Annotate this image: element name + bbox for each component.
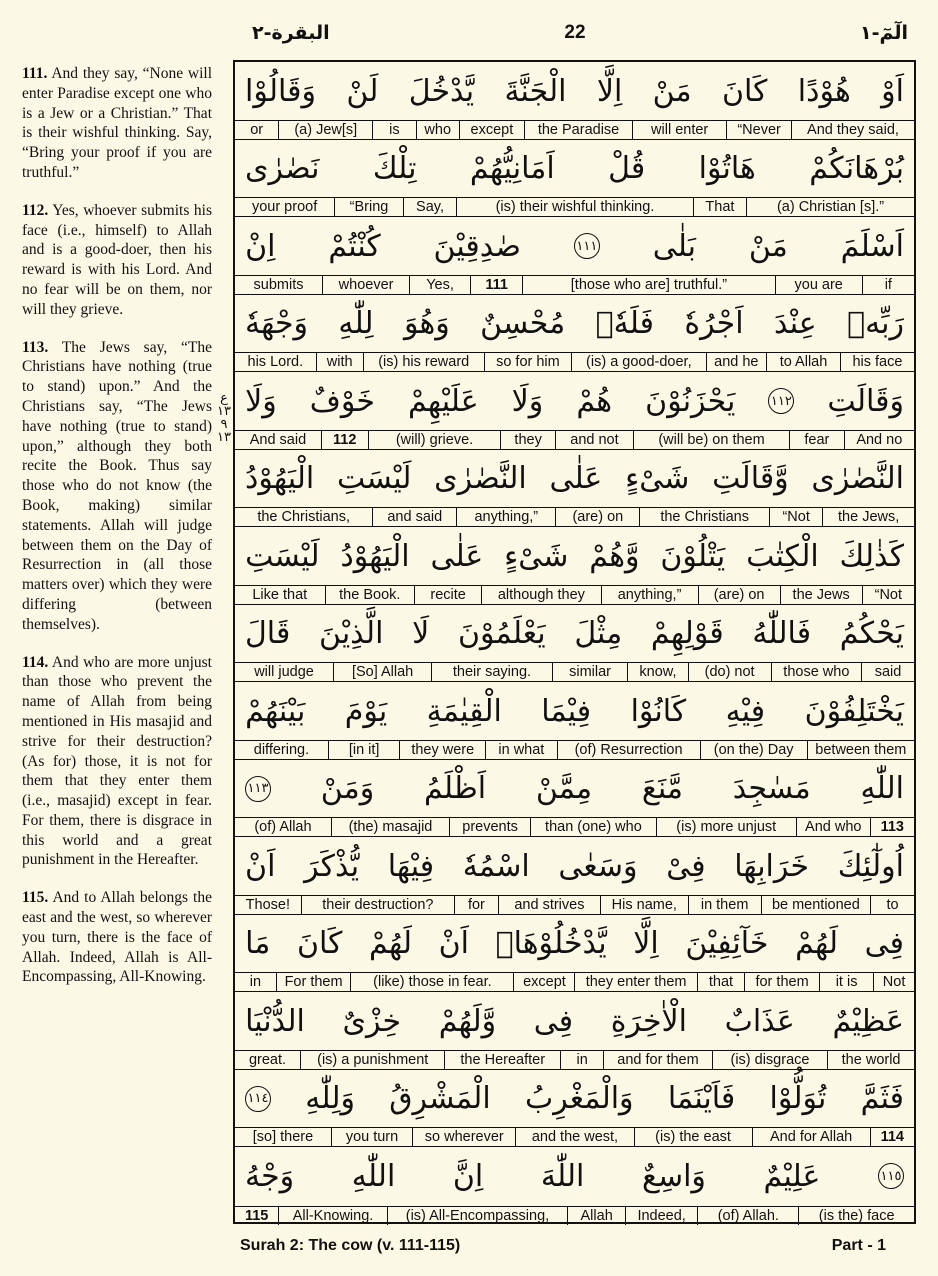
arabic-word: وَّهُمْ bbox=[589, 538, 640, 574]
verse-number: 113. bbox=[22, 338, 49, 356]
arabic-word: الْجَنَّةَ bbox=[504, 73, 567, 109]
english-gloss-cell: will judge bbox=[254, 664, 314, 680]
english-gloss-cell: (is) more unjust bbox=[656, 818, 796, 836]
arabic-word: اُولٰٓئِكَ bbox=[837, 848, 904, 884]
english-gloss-cell: than (one) who bbox=[530, 818, 655, 836]
english-gloss-line bbox=[235, 817, 914, 836]
english-gloss-line bbox=[235, 352, 914, 371]
english-gloss-cell: and for them bbox=[603, 1051, 711, 1069]
arabic-word: يَحْزَنُوْنَ bbox=[645, 383, 736, 419]
arabic-word: وَهُوَ bbox=[403, 306, 450, 341]
english-gloss-cell: [So] Allah bbox=[333, 663, 431, 681]
english-gloss-cell: you are bbox=[775, 276, 862, 294]
arabic-word: اللّٰهِ bbox=[351, 1158, 396, 1194]
arabic-word: وَّقَالَتِ bbox=[712, 461, 789, 496]
arabic-word: فَلَهٗۤ bbox=[595, 306, 654, 341]
english-gloss-cell: (are) on bbox=[698, 586, 780, 604]
english-gloss-cell: whoever bbox=[322, 276, 409, 294]
english-gloss-cell: so for him bbox=[484, 353, 571, 371]
english-gloss-cell: (is) the east bbox=[634, 1128, 752, 1146]
verse-row bbox=[235, 295, 914, 373]
english-gloss-cell: anything,” bbox=[456, 508, 555, 526]
surah-info-footer: Surah 2: The cow (v. 111-115) bbox=[240, 1237, 461, 1254]
arabic-word: مِثْلَ bbox=[574, 616, 623, 651]
ruku-mark-ain: ع bbox=[220, 391, 228, 406]
english-gloss-cell: your proof bbox=[251, 199, 318, 215]
english-gloss-cell: (like) those in fear. bbox=[350, 973, 513, 991]
verse-number-cell: 113 bbox=[870, 818, 914, 836]
english-gloss-cell: “Not bbox=[769, 508, 822, 526]
ruku-mark-number-1: ١٣ bbox=[217, 404, 231, 419]
arabic-word: وَلَا bbox=[245, 383, 277, 419]
english-gloss-cell: fear bbox=[789, 431, 844, 449]
verse-row bbox=[235, 915, 914, 993]
arabic-word: عَظِيْمٌ bbox=[832, 1003, 904, 1039]
arabic-word: اَوْ bbox=[881, 73, 904, 109]
english-gloss-cell: and strives bbox=[498, 896, 600, 914]
english-gloss-cell: And who bbox=[796, 818, 870, 836]
english-gloss-cell: Allah bbox=[567, 1207, 625, 1225]
commentary-text: Yes, whoever submits his face (i.e., himself) to Allah and is a good-doer, then his reward is with his Lord. And no fear will be on them, nor will they grieve. bbox=[22, 201, 212, 318]
english-gloss-cell: in what bbox=[485, 741, 556, 759]
verse-end-marker: ١١٣ bbox=[245, 776, 271, 802]
part-footer: Part - 1 bbox=[831, 1237, 886, 1254]
english-gloss-cell: said bbox=[861, 663, 914, 681]
arabic-line bbox=[235, 450, 914, 508]
arabic-word: فَثَمَّ bbox=[860, 1081, 904, 1116]
english-gloss-cell: in bbox=[560, 1051, 603, 1069]
english-gloss-cell: except bbox=[513, 973, 574, 991]
english-gloss-cell: (is) a good-doer, bbox=[571, 353, 705, 371]
english-gloss-cell: And said bbox=[249, 431, 307, 448]
arabic-word: لِلّٰهِ bbox=[338, 306, 374, 341]
english-gloss-line bbox=[235, 1127, 914, 1146]
english-gloss-cell: differing. bbox=[253, 741, 310, 758]
arabic-word: لَيْسَتِ bbox=[337, 461, 412, 496]
english-gloss-cell: in them bbox=[688, 896, 761, 914]
arabic-word: فِيْهِ bbox=[725, 693, 766, 729]
english-gloss-cell: great. bbox=[248, 1051, 287, 1068]
english-gloss-cell: the Christians, bbox=[257, 509, 350, 525]
english-gloss-line bbox=[235, 1206, 914, 1225]
verse-row bbox=[235, 760, 914, 838]
english-gloss-cell: And no bbox=[844, 431, 914, 449]
arabic-word: مَنْ bbox=[652, 73, 692, 109]
arabic-word: يَوْمَ bbox=[344, 693, 388, 729]
english-gloss-cell: the Book. bbox=[325, 586, 415, 604]
english-gloss-cell: recite bbox=[414, 586, 481, 604]
arabic-word: كَذٰلِكَ bbox=[839, 538, 904, 574]
english-gloss-line bbox=[235, 585, 914, 604]
commentary-paragraph bbox=[22, 338, 212, 635]
verse-number-cell: 115 bbox=[244, 1207, 269, 1224]
arabic-word: خَآئِفِيْنَ bbox=[685, 926, 769, 961]
english-gloss-cell: (is the) face bbox=[798, 1207, 914, 1225]
english-gloss-cell: “Never bbox=[726, 121, 791, 139]
commentary-text: The Jews say, “The Christians have nothing (true to stand) upon.” And the Christians say, “The Jews have nothing (true to stand) upon,” although they both recite the Book. Thus say those who do not know (the Book, making) similar statements. Allah will judge between them on the Day of Resurrection in (all those matters over) which they were differing (between themselves). bbox=[22, 338, 212, 633]
english-gloss-cell: (do) not bbox=[688, 663, 771, 681]
arabic-word: كَانَ bbox=[296, 926, 343, 961]
english-gloss-cell: for them bbox=[744, 973, 819, 991]
arabic-word: اللّٰهِ bbox=[860, 771, 904, 806]
ruku-mark-number-3: ١٣ bbox=[217, 430, 231, 445]
arabic-word: عَذَابٌ bbox=[724, 1003, 795, 1039]
arabic-word: رَبِّهٖ bbox=[847, 306, 904, 341]
arabic-word: وَالْمَغْرِبُ bbox=[524, 1081, 634, 1116]
arabic-word: نَصٰرٰى bbox=[245, 151, 320, 186]
arabic-word: لَهُمْ bbox=[795, 926, 839, 961]
arabic-word: بُرْهَانَكُمْ bbox=[809, 151, 904, 186]
english-gloss-cell: And they said, bbox=[791, 121, 914, 139]
arabic-line bbox=[235, 605, 914, 663]
verse-number-cell: 112 bbox=[321, 431, 368, 449]
verse-row bbox=[235, 992, 914, 1070]
english-gloss-line bbox=[235, 662, 914, 681]
english-gloss-cell: his face bbox=[840, 353, 914, 371]
english-gloss-cell: submits bbox=[253, 276, 304, 293]
translation-commentary bbox=[22, 64, 212, 987]
surah-name-header: البقرة-٢ bbox=[252, 22, 330, 44]
verse-number: 114. bbox=[22, 653, 49, 671]
arabic-word: النَّصٰرٰى bbox=[434, 461, 527, 496]
arabic-word: فِیْ bbox=[666, 848, 706, 884]
english-gloss-cell: Not bbox=[873, 973, 914, 991]
arabic-word: مَسٰجِدَ bbox=[732, 771, 811, 806]
arabic-word: اِلَّا bbox=[633, 926, 659, 961]
arabic-word: يَّدْخُلَ bbox=[408, 73, 475, 109]
english-gloss-cell: his Lord. bbox=[247, 354, 304, 370]
verse-row bbox=[235, 140, 914, 218]
arabic-word: الْاٰخِرَةِ bbox=[610, 1003, 687, 1039]
english-gloss-cell: the Paradise bbox=[524, 121, 632, 139]
arabic-word: هَاتُوْا bbox=[698, 151, 756, 186]
english-gloss-line bbox=[235, 740, 914, 759]
english-gloss-cell: (of) Allah bbox=[254, 819, 312, 835]
arabic-word: مَنْ bbox=[748, 228, 788, 264]
arabic-line bbox=[235, 1147, 914, 1205]
arabic-word: مُحْسِنٌ bbox=[480, 306, 566, 341]
english-gloss-cell: between them bbox=[807, 741, 914, 759]
verse-number-cell: 111 bbox=[470, 276, 522, 294]
english-gloss-cell: (is) their wishful thinking. bbox=[456, 198, 693, 216]
english-gloss-cell: “Not bbox=[862, 586, 914, 604]
english-gloss-cell: will enter bbox=[632, 121, 726, 139]
arabic-word: قُلْ bbox=[608, 151, 646, 186]
english-gloss-cell: that bbox=[697, 973, 745, 991]
arabic-word: فِيْهَا bbox=[387, 848, 435, 884]
english-gloss-cell: “Bring bbox=[334, 198, 403, 216]
arabic-word: وَجْهَهٗ bbox=[245, 306, 308, 341]
english-gloss-cell: (a) Christian [s].” bbox=[746, 198, 914, 216]
verse-number: 112. bbox=[22, 201, 49, 219]
arabic-word: الْمَشْرِقُ bbox=[389, 1081, 491, 1116]
arabic-line bbox=[235, 760, 914, 818]
english-gloss-cell: And for Allah bbox=[752, 1128, 870, 1146]
english-gloss-line bbox=[235, 430, 914, 449]
arabic-word: وَقَالَتِ bbox=[827, 383, 904, 419]
english-gloss-cell: they enter them bbox=[574, 973, 696, 991]
english-gloss-cell: Indeed, bbox=[625, 1207, 697, 1225]
word-by-word-grid bbox=[233, 60, 916, 1224]
arabic-word: بَيْنَهُمْ bbox=[245, 693, 306, 729]
verse-number: 111. bbox=[22, 65, 48, 82]
english-gloss-cell: [those who are] truthful.” bbox=[522, 276, 774, 294]
english-gloss-cell: the Jews bbox=[780, 586, 862, 604]
arabic-line bbox=[235, 992, 914, 1050]
arabic-word: مِمَّنْ bbox=[535, 771, 593, 806]
verse-row bbox=[235, 837, 914, 915]
arabic-word: الْقِيٰمَةِ bbox=[426, 693, 502, 729]
english-gloss-cell: Say, bbox=[403, 198, 456, 216]
english-gloss-line bbox=[235, 972, 914, 991]
arabic-line bbox=[235, 915, 914, 973]
arabic-word: صٰدِقِيْنَ bbox=[433, 228, 521, 264]
arabic-word: يَعْلَمُوْنَ bbox=[457, 616, 546, 651]
english-gloss-cell: Yes, bbox=[409, 276, 470, 294]
english-gloss-cell: they bbox=[500, 431, 555, 449]
english-gloss-cell: (are) on bbox=[555, 508, 639, 526]
english-gloss-cell: (of) Allah. bbox=[697, 1207, 798, 1225]
arabic-word: عَلٰى bbox=[430, 538, 484, 574]
verse-row bbox=[235, 1070, 914, 1148]
arabic-word: فَاللّٰهُ bbox=[752, 616, 812, 651]
arabic-word: هُمْ bbox=[576, 383, 613, 419]
arabic-word: اِلَّا bbox=[596, 73, 623, 109]
arabic-word: وَقَالُوْا bbox=[245, 73, 316, 109]
arabic-word: خَرَابِهَا bbox=[734, 848, 809, 884]
arabic-word: فَاَيْنَمَا bbox=[667, 1081, 736, 1116]
english-gloss-cell: His name, bbox=[600, 896, 688, 914]
english-gloss-cell: and he bbox=[706, 353, 767, 371]
arabic-word: وَّلَهُمْ bbox=[438, 1003, 497, 1039]
arabic-word: وَسَعٰى bbox=[558, 848, 638, 884]
commentary-paragraph bbox=[22, 64, 212, 183]
arabic-word: يَخْتَلِفُوْنَ bbox=[804, 693, 904, 729]
arabic-line bbox=[235, 217, 914, 275]
english-gloss-line bbox=[235, 120, 914, 139]
arabic-word: تِلْكَ bbox=[372, 151, 417, 186]
arabic-word: يُّذْكَرَ bbox=[304, 848, 360, 884]
arabic-line bbox=[235, 62, 914, 120]
english-gloss-line bbox=[235, 197, 914, 216]
english-gloss-cell: (is) a punishment bbox=[300, 1051, 444, 1069]
arabic-word: خَوْفٌ bbox=[309, 383, 375, 419]
arabic-word: وَلَا bbox=[511, 383, 544, 419]
arabic-line bbox=[235, 372, 914, 430]
english-gloss-cell: with bbox=[316, 353, 363, 371]
arabic-word: النَّصٰرٰى bbox=[811, 461, 904, 496]
arabic-word: الْكِتٰبَ bbox=[746, 538, 819, 574]
arabic-word: عَلِيْمٌ bbox=[763, 1158, 821, 1194]
english-gloss-cell: know, bbox=[627, 663, 687, 681]
english-gloss-cell: anything,” bbox=[601, 586, 698, 604]
commentary-paragraph bbox=[22, 653, 212, 871]
verse-row bbox=[235, 605, 914, 683]
arabic-word: اَجْرُهٗ bbox=[684, 306, 744, 341]
english-gloss-cell: those who bbox=[771, 663, 862, 681]
arabic-word: اِنْ bbox=[245, 228, 276, 264]
arabic-line bbox=[235, 140, 914, 198]
english-gloss-cell: (will be) on them bbox=[633, 431, 789, 449]
verse-end-marker: ١١١ bbox=[574, 233, 600, 259]
arabic-line bbox=[235, 295, 914, 353]
english-gloss-cell: be mentioned bbox=[761, 896, 871, 914]
verse-end-marker: ١١٢ bbox=[768, 388, 794, 414]
arabic-word: خِزْیٌ bbox=[342, 1003, 402, 1039]
arabic-word: اَمَانِيُّهُمْ bbox=[469, 151, 555, 186]
arabic-word: يَحْكُمُ bbox=[839, 616, 904, 651]
arabic-word: اَنْ bbox=[438, 926, 469, 961]
english-gloss-cell: That bbox=[693, 198, 746, 216]
english-gloss-cell: if bbox=[862, 276, 914, 294]
english-gloss-cell: Those! bbox=[245, 896, 291, 913]
arabic-word: كُنْتُمْ bbox=[328, 228, 381, 264]
verse-number: 115. bbox=[22, 889, 49, 907]
english-gloss-cell: to bbox=[870, 896, 914, 914]
page-number: 22 bbox=[564, 22, 586, 43]
english-gloss-cell: the Hereafter bbox=[444, 1051, 560, 1069]
arabic-word: وَجْهُ bbox=[245, 1158, 295, 1194]
arabic-word: عَلَيْهِمْ bbox=[407, 383, 479, 419]
verse-row bbox=[235, 62, 914, 140]
arabic-word: اَنْ bbox=[245, 848, 276, 884]
arabic-word: فِی bbox=[533, 1003, 574, 1039]
commentary-text: And who are more unjust than those who prevent the name of Allah from being mentioned in His masajid and strive for their destruction? (As for) those, it is not for them that they enter them (i.e., masajid) except in fear. For them, there is disgrace in this world and a great punishment in the Hereafter. bbox=[22, 653, 212, 869]
arabic-word: تُوَلُّوْا bbox=[769, 1081, 827, 1116]
arabic-word: كَانَ bbox=[721, 73, 768, 109]
arabic-word: هُوْدًا bbox=[797, 73, 851, 109]
commentary-paragraph bbox=[22, 201, 212, 320]
arabic-word: وَاسِعٌ bbox=[641, 1158, 706, 1194]
commentary-text: And they say, “None will enter Paradise except one who is a Jew or a Christian.” That is their wishful thinking. Say, “Bring your proof if you are truthful.” bbox=[22, 65, 212, 181]
verse-row bbox=[235, 527, 914, 605]
commentary-text: And to Allah belongs the east and the west, so wherever you turn, there is the face of Allah. Indeed, Allah is All-Encompassing, All-Knowing. bbox=[22, 889, 212, 986]
english-gloss-cell: the Christians bbox=[639, 508, 769, 526]
english-gloss-cell: to Allah bbox=[766, 353, 840, 371]
arabic-word: شَیْءٍ bbox=[504, 538, 569, 574]
arabic-word: اسْمُهٗ bbox=[462, 848, 530, 884]
verse-end-marker: ١١٥ bbox=[878, 1163, 904, 1189]
arabic-word: بَلٰى bbox=[652, 228, 696, 264]
english-gloss-cell: (is) his reward bbox=[363, 353, 484, 371]
arabic-word: لَهُمْ bbox=[369, 926, 412, 961]
ruku-mark-number-2: ٩ bbox=[220, 417, 228, 432]
arabic-word: قَوْلِهِمْ bbox=[650, 616, 724, 651]
arabic-line bbox=[235, 1070, 914, 1128]
english-gloss-cell: and the west, bbox=[515, 1128, 633, 1146]
english-gloss-cell: similar bbox=[552, 663, 627, 681]
english-gloss-cell: (is) disgrace bbox=[712, 1051, 828, 1069]
arabic-word: شَیْءٍ bbox=[625, 461, 690, 496]
english-gloss-cell: (of) Resurrection bbox=[557, 741, 700, 759]
english-gloss-cell: (is) All-Encompassing, bbox=[387, 1207, 568, 1225]
arabic-line bbox=[235, 527, 914, 585]
english-gloss-cell: (the) masajid bbox=[331, 818, 449, 836]
english-gloss-cell: their destruction? bbox=[301, 896, 454, 914]
english-gloss-cell: although they bbox=[481, 586, 600, 604]
english-gloss-cell: and said bbox=[372, 508, 456, 526]
arabic-word: لَيْسَتِ bbox=[245, 538, 320, 574]
arabic-word: لَنْ bbox=[346, 73, 379, 109]
verse-end-marker: ١١٤ bbox=[245, 1086, 271, 1112]
english-gloss-line bbox=[235, 275, 914, 294]
english-gloss-cell: their saying. bbox=[431, 663, 552, 681]
english-gloss-cell: the world bbox=[827, 1051, 914, 1069]
commentary-paragraph bbox=[22, 888, 212, 987]
english-gloss-cell: is bbox=[372, 121, 415, 139]
english-gloss-cell: All-Knowing. bbox=[278, 1207, 386, 1225]
arabic-word: يَتْلُوْنَ bbox=[660, 538, 726, 574]
verse-row bbox=[235, 217, 914, 295]
arabic-word: كَانُوْا bbox=[630, 693, 687, 729]
english-gloss-cell: [in it] bbox=[328, 741, 399, 759]
arabic-word: قَالَ bbox=[245, 616, 291, 651]
arabic-word: اللّٰهَ bbox=[540, 1158, 585, 1194]
english-gloss-line bbox=[235, 507, 914, 526]
arabic-word: الْيَهُوْدُ bbox=[245, 461, 315, 496]
arabic-word: اَسْلَمَ bbox=[840, 228, 904, 264]
arabic-word: اِنَّ bbox=[452, 1158, 484, 1194]
english-gloss-cell: or bbox=[250, 121, 264, 138]
arabic-word: يَّدْخُلُوْهَاۤ bbox=[495, 926, 607, 961]
verse-row bbox=[235, 1147, 914, 1225]
arabic-word: الَّذِيْنَ bbox=[319, 616, 384, 651]
english-gloss-line bbox=[235, 1050, 914, 1069]
english-gloss-cell: (on the) Day bbox=[700, 741, 807, 759]
english-gloss-cell: prevents bbox=[449, 818, 530, 836]
arabic-line bbox=[235, 682, 914, 740]
arabic-word: وَلِلّٰهِ bbox=[305, 1081, 355, 1116]
english-gloss-cell: except bbox=[459, 121, 524, 139]
english-gloss-cell: who bbox=[416, 121, 459, 139]
arabic-word: وَمَنْ bbox=[320, 771, 375, 806]
english-gloss-cell: so wherever bbox=[412, 1128, 515, 1146]
english-gloss-cell: it is bbox=[819, 973, 873, 991]
arabic-word: عَلٰى bbox=[549, 461, 603, 496]
english-gloss-cell: Like that bbox=[252, 586, 308, 603]
english-gloss-cell: and not bbox=[555, 431, 633, 449]
arabic-word: فِيْمَا bbox=[541, 693, 592, 729]
english-gloss-cell: (will) grieve. bbox=[368, 431, 501, 449]
arabic-word: لَا bbox=[412, 616, 430, 651]
english-gloss-cell: you turn bbox=[331, 1128, 412, 1146]
english-gloss-cell: For them bbox=[276, 973, 351, 991]
verse-row bbox=[235, 682, 914, 760]
verse-row bbox=[235, 372, 914, 450]
verse-number-cell: 114 bbox=[870, 1128, 914, 1146]
arabic-line bbox=[235, 837, 914, 895]
part-header: الٓمٓ-١ bbox=[859, 22, 908, 44]
english-gloss-cell: for bbox=[454, 896, 498, 914]
english-gloss-cell: (a) Jew[s] bbox=[278, 121, 372, 139]
arabic-word: الْيَهُوْدُ bbox=[340, 538, 410, 574]
arabic-word: عِنْدَ bbox=[773, 306, 817, 341]
english-gloss-line bbox=[235, 895, 914, 914]
arabic-word: الدُّنْيَا bbox=[245, 1003, 305, 1039]
english-gloss-cell: the Jews, bbox=[822, 508, 914, 526]
verse-row bbox=[235, 450, 914, 528]
arabic-word: مَّنَعَ bbox=[641, 771, 683, 806]
english-gloss-cell: in bbox=[249, 974, 262, 990]
arabic-word: مَا bbox=[245, 926, 271, 961]
english-gloss-cell: they were bbox=[399, 741, 485, 759]
arabic-word: اَظْلَمُ bbox=[423, 771, 487, 806]
arabic-word: فِی bbox=[864, 926, 904, 961]
english-gloss-cell: [so] there bbox=[252, 1129, 314, 1145]
